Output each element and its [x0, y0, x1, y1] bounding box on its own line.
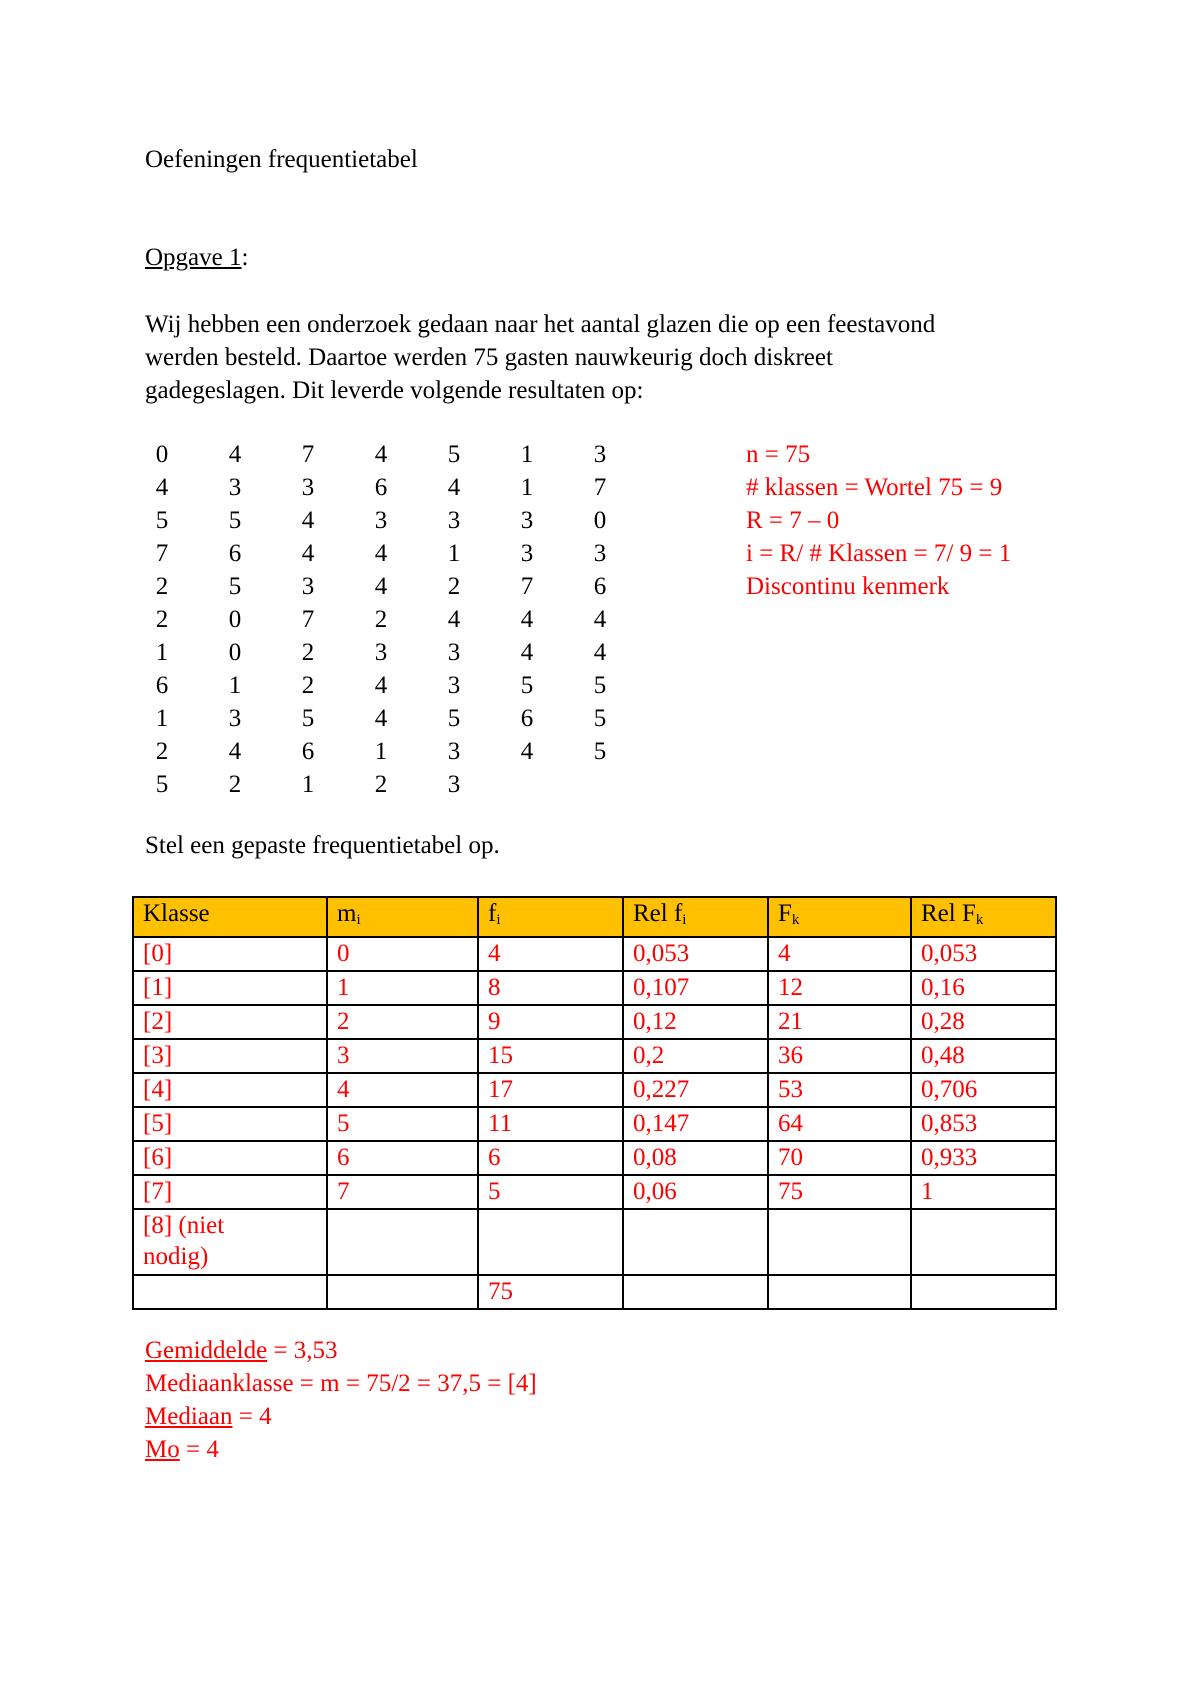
table-row: [133, 1141, 1056, 1175]
data-value: 3: [374, 507, 388, 534]
data-value: 3: [593, 540, 607, 567]
data-value: 6: [593, 573, 607, 600]
cell-cum-f: 21: [768, 1005, 911, 1039]
cell-klasse: [1]: [133, 971, 327, 1005]
data-value: 7: [301, 441, 315, 468]
cell-m: [327, 1209, 478, 1275]
cell-cum-f: 70: [768, 1141, 911, 1175]
data-value: 2: [447, 573, 461, 600]
intro-line: werden besteld. Daartoe werden 75 gasten nauwkeurig doch diskreet: [145, 344, 833, 371]
data-value: 2: [155, 738, 169, 765]
cell-cum-f: 53: [768, 1073, 911, 1107]
cell-m: 3: [327, 1039, 478, 1073]
data-value: 2: [301, 672, 315, 699]
data-value: 4: [374, 573, 388, 600]
cell-f: 5: [478, 1175, 623, 1209]
cell-cum-f: 12: [768, 971, 911, 1005]
data-value: 4: [447, 606, 461, 633]
data-value: 4: [447, 474, 461, 501]
cell-f: 15: [478, 1039, 623, 1073]
data-value: 5: [155, 771, 169, 798]
cell-f: 9: [478, 1005, 623, 1039]
data-value: 1: [155, 705, 169, 732]
cell-rel-f: 0,08: [623, 1141, 768, 1175]
table-row: [133, 937, 1056, 971]
data-value: 4: [593, 639, 607, 666]
results-block: [145, 1334, 537, 1466]
cell-cum-f: [768, 1209, 911, 1275]
data-value: 1: [520, 441, 534, 468]
header-f: $f_i$: [478, 897, 623, 937]
data-value: 4: [374, 705, 388, 732]
cell-klasse: [6]: [133, 1141, 327, 1175]
cell-klasse: [7]: [133, 1175, 327, 1209]
data-value: 4: [374, 441, 388, 468]
data-value: 3: [301, 474, 315, 501]
data-value: 3: [301, 573, 315, 600]
data-value: 4: [228, 441, 242, 468]
cell-rel-f: 0,06: [623, 1175, 768, 1209]
cell-rel-f: 0,147: [623, 1107, 768, 1141]
data-value: 5: [228, 507, 242, 534]
cell-f: 8: [478, 971, 623, 1005]
data-value: 1: [447, 540, 461, 567]
data-value: 3: [447, 738, 461, 765]
header-cum-f: $F_k$: [768, 897, 911, 937]
data-value: 2: [374, 606, 388, 633]
table-header-row: [133, 897, 1056, 937]
calculation-summary: [746, 438, 1011, 603]
data-value: 4: [374, 540, 388, 567]
header-m: $m_i$: [327, 897, 478, 937]
cell-rel-cum-f: 0,48: [911, 1039, 1056, 1073]
cell-klasse: [3]: [133, 1039, 327, 1073]
data-value: 4: [520, 639, 534, 666]
data-value: 4: [593, 606, 607, 633]
data-value: 5: [520, 672, 534, 699]
cell-cum-f: 75: [768, 1175, 911, 1209]
data-value: 0: [228, 639, 242, 666]
data-value: 7: [593, 474, 607, 501]
cell-f: 75: [478, 1275, 623, 1309]
cell-rel-f: 0,2: [623, 1039, 768, 1073]
data-value: 6: [155, 672, 169, 699]
cell-f: 6: [478, 1141, 623, 1175]
data-value: 4: [520, 606, 534, 633]
cell-m: 5: [327, 1107, 478, 1141]
data-value: 2: [155, 606, 169, 633]
data-value: 2: [155, 573, 169, 600]
cell-rel-cum-f: [911, 1209, 1056, 1275]
data-value: 6: [374, 474, 388, 501]
cell-m: 1: [327, 971, 478, 1005]
table-body: [133, 937, 1056, 1309]
data-value: 3: [447, 771, 461, 798]
summary-line-kenmerk: Discontinu kenmerk: [746, 573, 950, 600]
cell-rel-cum-f: 0,053: [911, 937, 1056, 971]
cell-f: 11: [478, 1107, 623, 1141]
data-value: 4: [520, 738, 534, 765]
cell-cum-f: 64: [768, 1107, 911, 1141]
table-row: [133, 1209, 1056, 1275]
summary-line-n: n = 75: [746, 441, 811, 468]
cell-rel-f: 0,107: [623, 971, 768, 1005]
data-value: 5: [593, 738, 607, 765]
cell-rel-f: [623, 1209, 768, 1275]
result-mode: Mo = 4: [145, 1436, 219, 1463]
data-value: 0: [155, 441, 169, 468]
table-row: [133, 971, 1056, 1005]
cell-m: 7: [327, 1175, 478, 1209]
cell-m: 2: [327, 1005, 478, 1039]
data-value: 6: [228, 540, 242, 567]
cell-cum-f: 4: [768, 937, 911, 971]
intro-line: Wij hebben een onderzoek gedaan naar het aantal glazen die op een feestavond: [145, 311, 936, 338]
cell-rel-cum-f: 0,28: [911, 1005, 1056, 1039]
cell-rel-cum-f: [911, 1275, 1056, 1309]
data-value: 3: [593, 441, 607, 468]
data-value: 5: [447, 441, 461, 468]
cell-klasse: [5]: [133, 1107, 327, 1141]
data-value: 3: [447, 672, 461, 699]
table-row: [133, 1073, 1056, 1107]
table-row: [133, 1039, 1056, 1073]
data-value: 4: [374, 672, 388, 699]
data-value: 2: [301, 639, 315, 666]
data-value: 4: [155, 474, 169, 501]
data-value: 3: [374, 639, 388, 666]
cell-m: [327, 1275, 478, 1309]
exercise-label: Opgave 1: [145, 244, 242, 271]
table-row: [133, 1005, 1056, 1039]
cell-rel-cum-f: 0,933: [911, 1141, 1056, 1175]
data-value: 3: [447, 639, 461, 666]
table-row: [133, 1175, 1056, 1209]
data-value: 4: [301, 540, 315, 567]
cell-klasse: [133, 1275, 327, 1309]
header-rel-f: Rel $f_i$: [623, 897, 768, 937]
exercise-heading: [145, 244, 248, 272]
table-row: [133, 1107, 1056, 1141]
data-value: 5: [593, 705, 607, 732]
data-value: 3: [228, 705, 242, 732]
result-median: Mediaan = 4: [145, 1403, 272, 1430]
cell-rel-f: 0,227: [623, 1073, 768, 1107]
data-value: 1: [520, 474, 534, 501]
summary-line-klassen: # klassen = Wortel 75 = 9: [746, 474, 1003, 501]
cell-cum-f: 36: [768, 1039, 911, 1073]
result-mean: Gemiddelde = 3,53: [145, 1337, 338, 1364]
data-value: 2: [228, 771, 242, 798]
cell-rel-cum-f: 0,706: [911, 1073, 1056, 1107]
data-value: 5: [228, 573, 242, 600]
cell-cum-f: [768, 1275, 911, 1309]
data-value: 5: [155, 507, 169, 534]
data-value: 6: [301, 738, 315, 765]
data-value: 7: [155, 540, 169, 567]
cell-f: 17: [478, 1073, 623, 1107]
cell-rel-cum-f: 1: [911, 1175, 1056, 1209]
cell-rel-cum-f: 0,16: [911, 971, 1056, 1005]
cell-f: 4: [478, 937, 623, 971]
page-title: Oefeningen frequentietabel: [145, 146, 418, 173]
table-total-row: [133, 1275, 1056, 1309]
data-value: 1: [228, 672, 242, 699]
data-value: 0: [593, 507, 607, 534]
data-value: 4: [301, 507, 315, 534]
data-value: 1: [374, 738, 388, 765]
cell-f: [478, 1209, 623, 1275]
cell-rel-f: [623, 1275, 768, 1309]
cell-rel-f: 0,12: [623, 1005, 768, 1039]
summary-line-interval: i = R/ # Klassen = 7/ 9 = 1: [746, 540, 1012, 567]
data-value: 3: [520, 540, 534, 567]
cell-rel-cum-f: 0,853: [911, 1107, 1056, 1141]
data-value: 3: [447, 507, 461, 534]
cell-m: 4: [327, 1073, 478, 1107]
instruction-text: Stel een gepaste frequentietabel op.: [145, 832, 500, 859]
cell-klasse: [8] (niet nodig): [133, 1209, 327, 1275]
data-value: 2: [374, 771, 388, 798]
data-value: 5: [447, 705, 461, 732]
cell-m: 6: [327, 1141, 478, 1175]
intro-line: gadegeslagen. Dit leverde volgende resultaten op:: [145, 377, 644, 404]
data-value: 7: [301, 606, 315, 633]
cell-klasse: [4]: [133, 1073, 327, 1107]
data-value: 6: [520, 705, 534, 732]
cell-m: 0: [327, 937, 478, 971]
data-value: 7: [520, 573, 534, 600]
data-value: 5: [301, 705, 315, 732]
cell-klasse: [0]: [133, 937, 327, 971]
data-value: 3: [228, 474, 242, 501]
cell-klasse: [2]: [133, 1005, 327, 1039]
data-value: 0: [228, 606, 242, 633]
result-median-class: Mediaanklasse = m = 75/2 = 37,5 = [4]: [145, 1370, 537, 1397]
exercise-colon: :: [241, 244, 249, 271]
summary-line-range: R = 7 – 0: [746, 507, 840, 534]
header-rel-cum-f: Rel $F_k$: [911, 897, 1056, 937]
frequency-table: [132, 896, 1057, 1310]
data-value: 1: [155, 639, 169, 666]
data-value: 5: [593, 672, 607, 699]
header-klasse: Klasse: [133, 897, 327, 937]
data-value: 4: [228, 738, 242, 765]
data-value: 1: [301, 771, 315, 798]
data-value: 3: [520, 507, 534, 534]
intro-paragraph: [145, 308, 1075, 407]
cell-rel-f: 0,053: [623, 937, 768, 971]
